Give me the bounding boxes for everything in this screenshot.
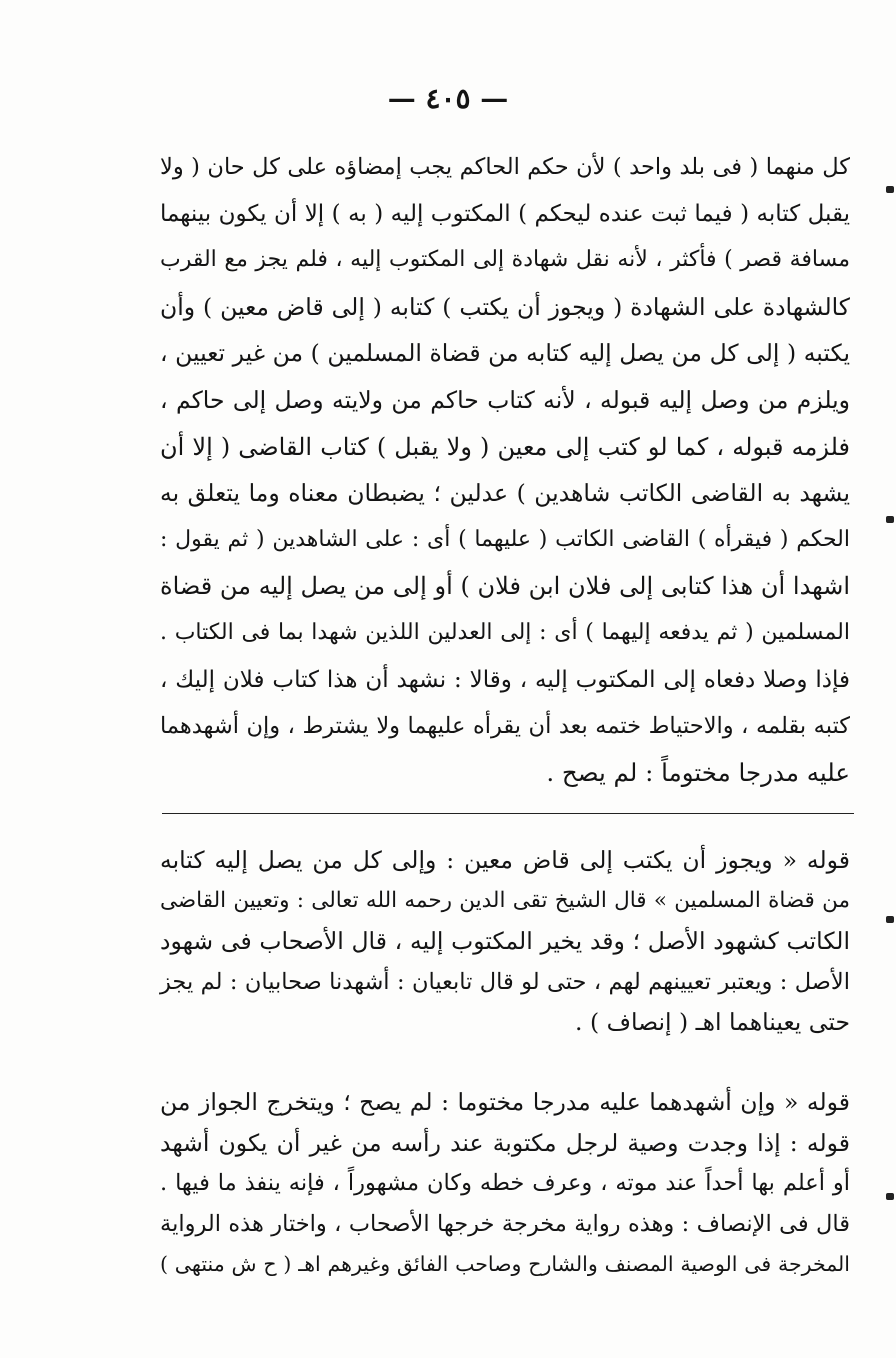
footnote-line: المخرجة فى الوصية المصنف والشارح وصاحب الفائق وغيرهم اهـ ( ح ش منتهى ) bbox=[160, 1252, 850, 1276]
main-text-line: كالشهادة على الشهادة ( ويجوز أن يكتب ) كتابه ( إلى قاض معين ) وأن bbox=[160, 292, 850, 321]
margin-speck bbox=[886, 516, 894, 523]
main-text-line: المسلمين ( ثم يدفعه إليهما ) أى : إلى العدلين اللذين شهدا بما فى الكتاب . bbox=[160, 619, 850, 645]
footnote-line: حتى يعيناهما اهـ ( إنصاف ) . bbox=[575, 1008, 850, 1036]
main-text-line: كتبه بقلمه ، والاحتياط ختمه بعد أن يقرأه عليهما ولا يشترط ، وإن أشهدهما bbox=[160, 713, 850, 740]
main-text-line: ويلزم من وصل إليه قبوله ، لأنه كتاب حاكم من ولايته وصل إلى حاكم ، bbox=[160, 385, 850, 414]
main-text-body bbox=[160, 144, 850, 796]
main-text-line: الحكم ( فيقرأه ) القاضى الكاتب ( عليهما ) أى : على الشاهدين ( ثم يقول : bbox=[160, 526, 850, 552]
footnote-line: من قضاة المسلمين » قال الشيخ تقى الدين رحمه الله تعالى : وتعيين القاضى bbox=[160, 887, 850, 913]
main-text-line: اشهدا أن هذا كتابى إلى فلان ابن فلان ) أو إلى من يصل إليه من قضاة bbox=[160, 572, 851, 601]
footnote-line: قال فى الإنصاف : وهذه رواية مخرجة خرجها الأصحاب ، واختار هذه الرواية bbox=[160, 1210, 850, 1237]
page-number: — ٤٠٥ — bbox=[387, 82, 509, 115]
footnote-line: قوله : إذا وجدت وصية لرجل مكتوبة عند رأسه من غير أن يكون أشهد bbox=[160, 1128, 850, 1157]
footnote-line: قوله « وإن أشهدهما عليه مدرجا مختوما : لم يصح ؛ ويتخرج الجواز من bbox=[160, 1088, 850, 1116]
footnote-line: الأصل : ويعتبر تعيينهم لهم ، حتى لو قال تابعيان : أشهدنا صحابيان : لم يجز bbox=[160, 968, 850, 995]
main-text-line: يشهد به القاضى الكاتب شاهدين ) عدلين ؛ يضبطان معناه وما يتعلق به bbox=[160, 479, 850, 508]
main-text-line: كل منهما ( فى بلد واحد ) لأن حكم الحاكم يجب إمضاؤه على كل حان ( ولا bbox=[160, 154, 850, 180]
footnote-1 bbox=[160, 840, 850, 1043]
main-text-line: يكتبه ( إلى كل من يصل إليه كتابه من قضاة المسلمين ) من غير تعيين ، bbox=[160, 339, 850, 368]
main-text-line: مسافة قصر ) فأكثر ، لأنه نقل شهادة إلى المكتوب إليه ، فلم يجز مع القرب bbox=[160, 247, 850, 273]
footnote-line: الكاتب كشهود الأصل ؛ وقد يخير المكتوب إليه ، قال الأصحاب فى شهود bbox=[160, 927, 850, 955]
footnote-2 bbox=[160, 1082, 850, 1285]
footnote-line: قوله « ويجوز أن يكتب إلى قاض معين : وإلى كل من يصل إليه كتابه bbox=[160, 846, 850, 874]
main-text-line: عليه مدرجا مختوماً : لم يصح . bbox=[546, 757, 850, 787]
margin-speck bbox=[886, 186, 894, 193]
main-text-line: يقبل كتابه ( فيما ثبت عنده ليحكم ) المكتوب إليه ( به ) إلا أن يكون بينهما bbox=[160, 200, 850, 227]
margin-speck bbox=[886, 916, 894, 923]
main-text-line: فلزمه قبوله ، كما لو كتب إلى معين ( ولا يقبل ) كتاب القاضى ( إلا أن bbox=[160, 432, 850, 461]
margin-speck bbox=[886, 1193, 894, 1200]
footnote-divider bbox=[162, 813, 854, 814]
main-text-line: فإذا وصلا دفعاه إلى المكتوب إليه ، وقالا : نشهد أن هذا كتاب فلان إليك ، bbox=[160, 666, 850, 693]
footnote-line: أو أعلم بها أحداً عند موته ، وعرف خطه وكان مشهوراً ، فإنه ينفذ ما فيها . bbox=[160, 1170, 850, 1196]
